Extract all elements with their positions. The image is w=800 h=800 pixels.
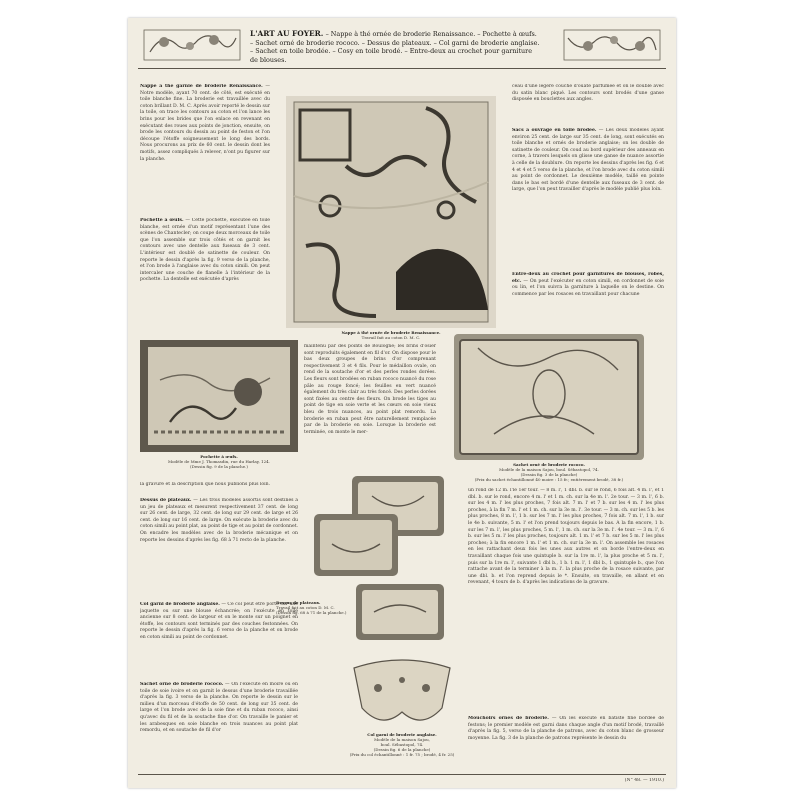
magazine-page bbox=[128, 18, 676, 788]
sachet-rococo-text: Sachet orné de broderie rococo. — On l'exécute en moire ou en toile de soie ivoire et on garnit le dessus d'une broderie travaillée d'après la fig. 3 verso de la planche. On reporte le dessin sur le milieu d'un morceau d'étoffe de 50 cent. de long sur 35 cent. de large et l'on brode avec de la soie fine et du ruban rococo, ainsi qu'avec du fil et de la soutache fine d'or. On travaille le panier et les arabesques en soie blanche en trois nuances au point plat remordu, et en soutache de fil d'or bbox=[140, 682, 298, 734]
col-caption: Col garni de broderie anglaise. Modèle de la maison Sajou, boul. Sébastopol, 74. (Dessin fig. 6 de la planche) (Prix du col échantillonné : 1 fr. 75 ; brodé, 4 fr. 25) bbox=[349, 732, 455, 757]
sachet-illustration bbox=[454, 334, 644, 460]
col-text: Col garni de broderie anglaise. — Ce col peut être porté sur une jaquette ou sur une blouse échancrée; on l'exécute en toile ancienne sur 8 cent. de largeur et on le monte sur un poignet en étoffe, les contours sont terminés par des couches festonnées. On reporte le dessin d'après la fig. 6 verso de la planche et on brode en coton simili au point de cordonnet. bbox=[140, 602, 298, 640]
pochette-caption: Pochette à œufs. Modèle de Mme J. Thomasdin, rue du Harlay, 124. (Dessin fig. 9 de la planche.) bbox=[168, 454, 270, 469]
continued-text: la gravure et la description que nous publions plus loin. bbox=[140, 482, 271, 487]
right-top-text: ceau d'une légère couche d'ouate parfumée et on le double avec du satin blanc piqué. Les contours sont brodés d'une ganse disposée en bouclettes aux angles. bbox=[512, 84, 664, 103]
plateaux-caption: Dessus de plateaux. Travail fait au coton D. M. C. (Dessin fig. 68 à 71 de la planche.) bbox=[276, 600, 347, 615]
left-ornament-vignette bbox=[142, 26, 242, 64]
col-illustration bbox=[350, 658, 454, 732]
entre-deux-text: Entre-deux au crochet pour garnitures de blouses, robes, etc. — On peut l'exécuter en coton simili, en cordonnet de soie ou lin, et l'on suivra la garniture à laquelle on le destine. On commence par les rosaces en travaillant pour chacune bbox=[512, 272, 664, 297]
nappe-caption: Nappe à thé ornée de broderie Renaissance. Travail fait au coton D. M. C. bbox=[341, 330, 441, 340]
issue-number: (N° 48. — 1910.) bbox=[624, 778, 664, 783]
plateaux-illustration bbox=[312, 474, 446, 646]
middle-column-text: maintenu par des points de Boulogne; les brins d'osier sont reproduits également en fil d'or. On dispose pour le bas deux groupes de brins d'or comprenant respectivement 3 et 4 fils. Pour le médaillon ovale, on rend de la soutache d'or et des perles rondes dorées. Les fleurs sont brodées en ruban rococo nuancé du rose pâle au rouge foncé; les feuilles en vert nuancé également du très clair au très foncé. Des perles dorées sont fixées au centre des fleurs. On brode les tiges au point de tige en soie verte et les cœurs en soie vieux bleu de trois nuances, au point plat remordu. La broderie en ruban peut être naturellement remplacée par de la broderie en soie. Lorsque la broderie est terminée, on monte le mer- bbox=[304, 344, 436, 435]
page-title: L'ART AU FOYER. – Nappe à thé ornée de broderie Renaissance. – Pochette à œufs. – Sachet orné de broderie rococo. – Dessus de plateaux. – Col garni de broderie anglaise. – Sachet en toile brodée. – Cosy en toile brodé. – Entre-deux au crochet pour garniture de blouses. bbox=[250, 29, 540, 64]
mouchoirs-text: Mouchoirs ornés de broderie. — On les exécute en batiste fine bordée de festons; le premier modèle est garni dans chaque angle d'un motif brodé, travaillé d'après la fig. 5, verso de la planche de patrons, avec du coton blanc de grosseur moyenne. La fig. 3 de la planche de patrons représente le dessin du bbox=[468, 716, 664, 741]
nappe-text: Nappe à thé garnie de broderie Renaissance. — Notre modèle, ayant 70 cent. de côté, est exécuté en toile blanche fine. La broderie est travaillée avec du coton brillant D. M. C. Après avoir reporté le dessin sur la toile, on trace les contours au coton et l'on lance les brins pour les brides que l'on enlace en revenant en exécutant des roues aux points de jonction, ensuite, on brode les contours du dessin au point de feston et l'on découpe l'étoffe soigneusement le long des bords. Nous procurons au prix de 60 cent. le dessin dont les motifs, assez compliqués à relever, n'ont pu figurer sur la planche. bbox=[140, 84, 270, 162]
pochette-text: Pochette à œufs. — Cette pochette, exécutée en toile blanche, est ornée d'un motif représentant l'une des scènes de Chantecler; on coupe deux morceaux de toile que l'on assemble sur trois côtés et on garnit les contours avec une dentelle aux fuseaux de 3 cent. L'intérieur est doublé de satinette de couleur. On reporte le dessin d'après la fig. 9 verso de la planche, et l'on brode à l'anglaise avec du coton simili. On peut intercaler une couche de flanelle à l'intérieur de la pochette. La dentelle est exécutée d'après bbox=[140, 218, 270, 283]
dessus-text: Dessus de plateaux. — Les trois modèles assortis sont destinés à un jeu de plateaux et mesurent respectivement 37 cent. de long sur 26 cent. de large, 32 cent. de long sur 29 cent. de large et 26 cent. de long sur 16 cent. de large. On exécute la broderie avec du coton simili au point plat, au point de tige et au point de cordonnet. On encadre les modèles avec de la broderie mécanique et on reporte les dessins d'après les fig. 68 à 71 recto de la planche. bbox=[140, 498, 298, 543]
sacs-text: Sacs à ouvrage en toile brodée. — Les deux modèles ayant environ 25 cent. de large sur 35 cent. de long, sont exécutés en toile blanche et ornés de broderie anglaise; on les double de satinette de couleur. On coud au bord supérieur des anneaux en corne, à travers lesquels on glisse une ganse de nuance assortie à celle de la doublure. On reporte les dessins d'après les fig. 6 et 4 et 4 et 5 verso de la planche, et l'on brode avec du coton simili au point de cordonnet. Le deuxième modèle, taillé en pointe dans le bas est bordé d'une dentelle aux fuseaux de 3 cent. de large, que l'on peut travailler d'après le modèle publié plus loin. bbox=[512, 128, 664, 193]
pochette-illustration bbox=[140, 340, 298, 452]
right-ornament-vignette bbox=[562, 26, 662, 64]
bottom-rule bbox=[138, 774, 666, 775]
crochet-instructions: un rond de 12 m. l'le 1er tour. — 8 m. l', 1 dbl. b. sur le rond, 6 fois alt. 4 m. l', et 1 dbl. b. sur le rond, encore 4 m. l' et 1 m. ch. sur la 4e m. l'. 2e tour. — 3 m. l', 6 b. sur les 4 m. l' les plus proches, 7 fois alt. 7 m. l' et 7 b. sur les 4 m. l' les plus proches, à la fin 7 m. l' et 1 m. ch. sur la 3e m. l'. 3e tour. — 3 m. ch. sur les 5 b. les plus proches, 8 m. l', 1 b. sur les 7 m. l' les plus proches, 7 fois alt. 7 m. l', 1 b. sur le 4e b. suivante, 5 m. l' et l'on prend toujours depuis le bas. A la fin encore, 1 b. sur les 7 m. l', les plus proches, 5 m. l', 1 m. ch. sur la 3e m. l'. 4e tour. — 3 m. l', 6 b. sur les 5 m. l' les plus proches, toujours alt. 1 m. l' et 7 b. sur les 5 m. l' les plus proches; à la fin encore 1 m. l' et 1 m. ch. sur la 3e m. l'. On assemble les rosaces en les rattachant deux fois les unes aux autres et on borde l'entre-deux en travaillant chaque fois une quintuple b. sur la 1re m. l', la plus proche et 5 m. l', puis sur la 1re m. l', suivante 1 dbl b., 1 b. 1 m. l', 1 dbl b., 1 quintuple b., que l'on rattache avant de la terminer à la m. l'. la plus proche de la rosace suivante, par une dbl. b. et l'on reprend depuis le *. Ensuite, on travaille, en allant et en revenant, 4 tours de b. d'après les indications de la gravure. bbox=[468, 488, 664, 586]
nappe-illustration bbox=[286, 96, 496, 328]
sachet-caption: Sachet orné de broderie rococo. Modèle de la maison Sajou, boul. Sébastopol, 74. (Dessin fig. 3 de la planche) (Prix du sachet échantillonné 40 moire : 15 fr.; entièrement brodé, 38 fr.) bbox=[474, 462, 624, 482]
